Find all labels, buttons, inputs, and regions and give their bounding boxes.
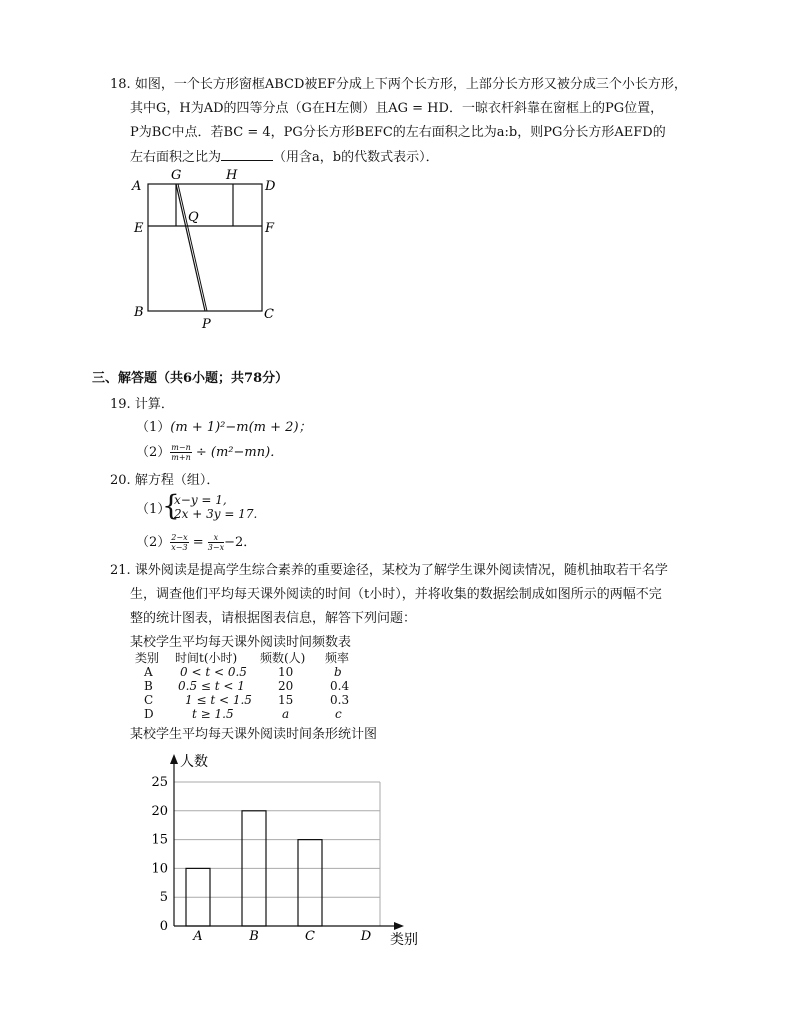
q18-line1: [110, 76, 687, 94]
q18-figure: [128, 168, 288, 334]
label-g: G: [171, 168, 182, 183]
x-axis-arrow: [394, 922, 404, 930]
answer-blank[interactable]: [221, 148, 273, 161]
x-tick-label: C: [305, 929, 315, 944]
table-cell: 0 < t < 0.5: [180, 665, 247, 679]
q21-line1: [110, 562, 668, 580]
y-tick-label: 10: [151, 861, 168, 877]
x-tick-label: A: [193, 929, 203, 944]
table-cell: 0.3: [330, 693, 350, 707]
table-cell: c: [335, 707, 342, 721]
label-c: C: [264, 307, 274, 322]
q19-part1: [136, 419, 312, 437]
q20-part2: [136, 532, 256, 554]
table-cell: B: [144, 679, 153, 693]
q20-title: 解方程（组）．: [134, 473, 220, 488]
q19-number: 19.: [110, 397, 131, 412]
q18-text-4b: （用含a，b的代数式表示）．: [273, 150, 439, 165]
q18-line4: [130, 148, 439, 167]
table-cell: C: [144, 693, 154, 707]
window-frame: [148, 184, 262, 311]
y-axis-label: 人数: [180, 754, 208, 770]
q19-p2-label: （2）: [136, 445, 171, 460]
table-cell: 10: [278, 665, 294, 679]
q19-header: [110, 396, 174, 414]
table-cell: 0.5 ≤ t < 1: [178, 679, 245, 693]
table-cell: b: [334, 665, 342, 679]
label-h: H: [226, 168, 238, 183]
pole-pg: [176, 184, 205, 311]
table-cell: t ≥ 1.5: [192, 707, 234, 721]
x-tick-label: B: [249, 929, 259, 944]
q20-number: 20.: [110, 473, 131, 488]
x-tick-label: D: [360, 929, 372, 944]
label-e: E: [134, 221, 144, 236]
table-header-rate: 频率: [325, 651, 350, 665]
q19-title: 计算．: [134, 397, 174, 412]
q19-p2-rest: ÷ (m²−mn)．: [195, 445, 284, 460]
q20-p2-den1: x−3: [171, 543, 188, 552]
label-a: A: [132, 179, 142, 194]
frequency-table: [130, 652, 390, 722]
q19-p1-expr: (m + 1)²−m(m + 2)；: [170, 420, 312, 435]
label-d: D: [265, 179, 276, 194]
table-cell: 15: [278, 693, 294, 707]
q18-line3: P为BC中点．若BC = 4，PG分长方形BEFC的左右面积之比为a:b，则PG分长方形AEFD的: [130, 125, 666, 140]
table-cell: 1 ≤ t < 1.5: [185, 693, 252, 707]
q20-eq1: x−y = 1,: [174, 493, 227, 507]
q20-p2-fraction2: [208, 533, 224, 552]
q20-p2-rest: −2．: [224, 535, 257, 550]
q18-number: 18.: [110, 77, 131, 92]
pole-pg-2: [178, 184, 207, 311]
table-cell: a: [282, 707, 290, 721]
table-header-category: 类别: [135, 651, 160, 665]
q20-p2-num2: x: [208, 533, 224, 543]
table-header-frequency: 频数(人): [260, 651, 306, 665]
y-tick-label: 5: [159, 890, 168, 906]
q19-p2-denominator: m+n: [171, 453, 191, 462]
q21-line3: 整的统计图表，请根据图表信息，解答下列问题：: [130, 611, 417, 626]
q18-text-1: 如图，一个长方形窗框ABCD被EF分成上下两个长方形，上部分长方形又被分成三个小长方形，: [134, 77, 687, 92]
chart-title: 某校学生平均每天课外阅读时间条形统计图: [130, 727, 378, 742]
table-title: 某校学生平均每天课外阅读时间频数表: [130, 635, 352, 650]
q20-p1-label: （1）: [136, 502, 171, 517]
table-cell: A: [144, 665, 153, 679]
q21-line2: 生，调查他们平均每天课外阅读的时间（t小时），并将收集的数据绘制成如图所示的两幅不完: [130, 587, 662, 602]
table-cell: 0.4: [330, 679, 350, 693]
y-tick-label: 0: [159, 919, 168, 934]
q19-p1-label: （1）: [136, 420, 171, 435]
q20-p2-den2: 3−x: [207, 543, 225, 552]
q19-p2-fraction: [170, 443, 191, 462]
q20-p2-fraction1: [170, 533, 188, 552]
q18-text-4a: 左右面积之比为: [130, 150, 222, 165]
q19-p2-numerator: m−n: [171, 443, 191, 452]
q20-header: [110, 472, 219, 490]
q20-p2-num1: 2−x: [171, 533, 188, 542]
q21-number: 21.: [110, 563, 131, 578]
q20-eq2: 2x + 3y = 17.: [174, 507, 258, 521]
label-b: B: [134, 305, 144, 320]
bar-chart: [130, 748, 430, 950]
y-tick-label: 15: [151, 832, 168, 848]
x-axis-label: 类别: [390, 932, 418, 948]
q20-p2-eq: =: [192, 535, 204, 550]
table-cell: 20: [278, 679, 294, 693]
y-axis-arrow: [170, 754, 178, 764]
section3-title: 三、解答题（共6小题；共78分）: [92, 371, 289, 386]
q21-text-1: 课外阅读是提高学生综合素养的重要途径，某校为了解学生课外阅读情况，随机抽取若干名学: [134, 563, 668, 578]
bar-c: [298, 840, 322, 926]
q20-p2-label: （2）: [136, 535, 171, 550]
label-q: Q: [188, 210, 199, 225]
label-p: P: [202, 317, 211, 332]
y-tick-label: 25: [151, 775, 168, 790]
q19-part2: [136, 442, 283, 464]
q18-line2: 其中G，H为AD的四等分点（G在H左侧）且AG = HD．一晾衣杆斜靠在窗框上的PG位置，: [130, 101, 664, 116]
table-cell: D: [144, 707, 154, 721]
y-tick-label: 20: [151, 803, 168, 819]
table-header-time: 时间t(小时): [175, 651, 238, 665]
label-f: F: [265, 221, 275, 236]
q20-brace: {: [162, 489, 180, 522]
